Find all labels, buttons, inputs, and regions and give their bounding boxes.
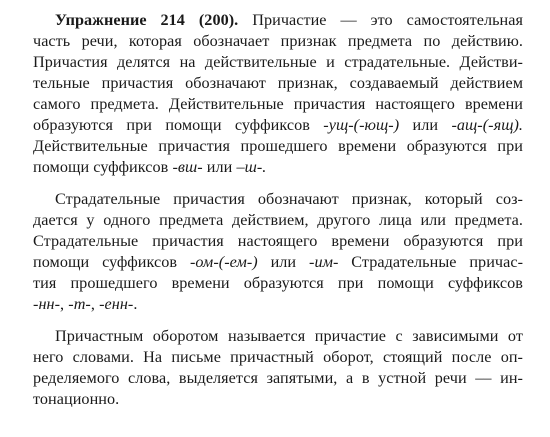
- suffix-text: -ащ-(-ящ).: [451, 116, 523, 134]
- text-segment: тонационно.: [33, 390, 120, 408]
- text-line: [33, 189, 523, 210]
- text-segment: или: [257, 253, 309, 271]
- text-segment: ,: [90, 295, 100, 313]
- text-line: [33, 326, 523, 347]
- exercise-heading: Упражнение 214 (200).: [55, 11, 239, 29]
- suffix-text: –ш-.: [236, 158, 267, 176]
- text-segment: тельные причастия обозначают признак, создаваемый действием: [33, 74, 523, 92]
- suffix-text: -вш-: [172, 158, 203, 176]
- text-line: [33, 94, 523, 115]
- text-segment: Причастие — это самостоятельная: [238, 11, 523, 29]
- text-line: [33, 52, 523, 73]
- paragraph: [33, 189, 523, 315]
- text-segment: образуются при помощи суффиксов: [33, 116, 324, 134]
- text-segment: ,: [60, 295, 69, 313]
- text-segment: часть речи, которая обозначает признак предмета по действию.: [33, 32, 523, 50]
- text-line: [33, 73, 523, 94]
- text-segment: Страдательные причас-: [338, 253, 524, 271]
- suffix-text: -нн-: [33, 295, 61, 313]
- text-line: [33, 368, 523, 389]
- text-line: [33, 157, 523, 178]
- text-segment: или: [202, 158, 237, 176]
- text-line: [33, 252, 523, 273]
- text-line: [33, 389, 523, 410]
- text-segment: или: [399, 116, 452, 134]
- text-line: [33, 273, 523, 294]
- suffix-text: -им-: [309, 253, 339, 271]
- text-line: [33, 10, 523, 31]
- text-segment: Страдательные причастия обозначают признак, который соз-: [55, 190, 523, 208]
- text-segment: самого предмета. Действительные причастия настоящего времени: [33, 95, 523, 113]
- text-segment: Причастия делятся на действительные и страдательные. Действи-: [33, 53, 523, 71]
- text-segment: помощи суффиксов: [33, 158, 173, 176]
- text-segment: .: [133, 295, 138, 313]
- suffix-text: -енн-: [99, 295, 134, 313]
- text-segment: Страдательные причастия настоящего времени образуются при: [33, 232, 523, 250]
- suffix-text: -т-: [68, 295, 91, 313]
- text-line: [33, 231, 523, 252]
- text-segment: него словами. На письме причастный оборот, стоящий после оп-: [33, 348, 523, 366]
- textbook-page: [33, 10, 523, 410]
- text-segment: помощи суффиксов: [33, 253, 190, 271]
- text-line: [33, 210, 523, 231]
- text-line: [33, 347, 523, 368]
- suffix-text: -ущ-(-ющ-): [323, 116, 400, 134]
- text-segment: ределяемого слова, выделяется запятыми, а в устной речи –– ин-: [33, 369, 523, 387]
- text-segment: дается у одного предмета действием, другого лица или предмета.: [33, 211, 523, 229]
- suffix-text: -ом-(-ем-): [189, 253, 258, 271]
- text-segment: Действительные причастия прошедшего времени образуются при: [33, 137, 523, 155]
- text-segment: Причастным оборотом называется причастие с зависимыми от: [55, 327, 523, 345]
- paragraph: [33, 326, 523, 410]
- text-line: [33, 136, 523, 157]
- text-segment: тия прошедшего времени образуются при помощи суффиксов: [33, 274, 523, 292]
- text-line: [33, 31, 523, 52]
- paragraph: [33, 10, 523, 178]
- text-line: [33, 115, 523, 136]
- text-line: [33, 294, 523, 315]
